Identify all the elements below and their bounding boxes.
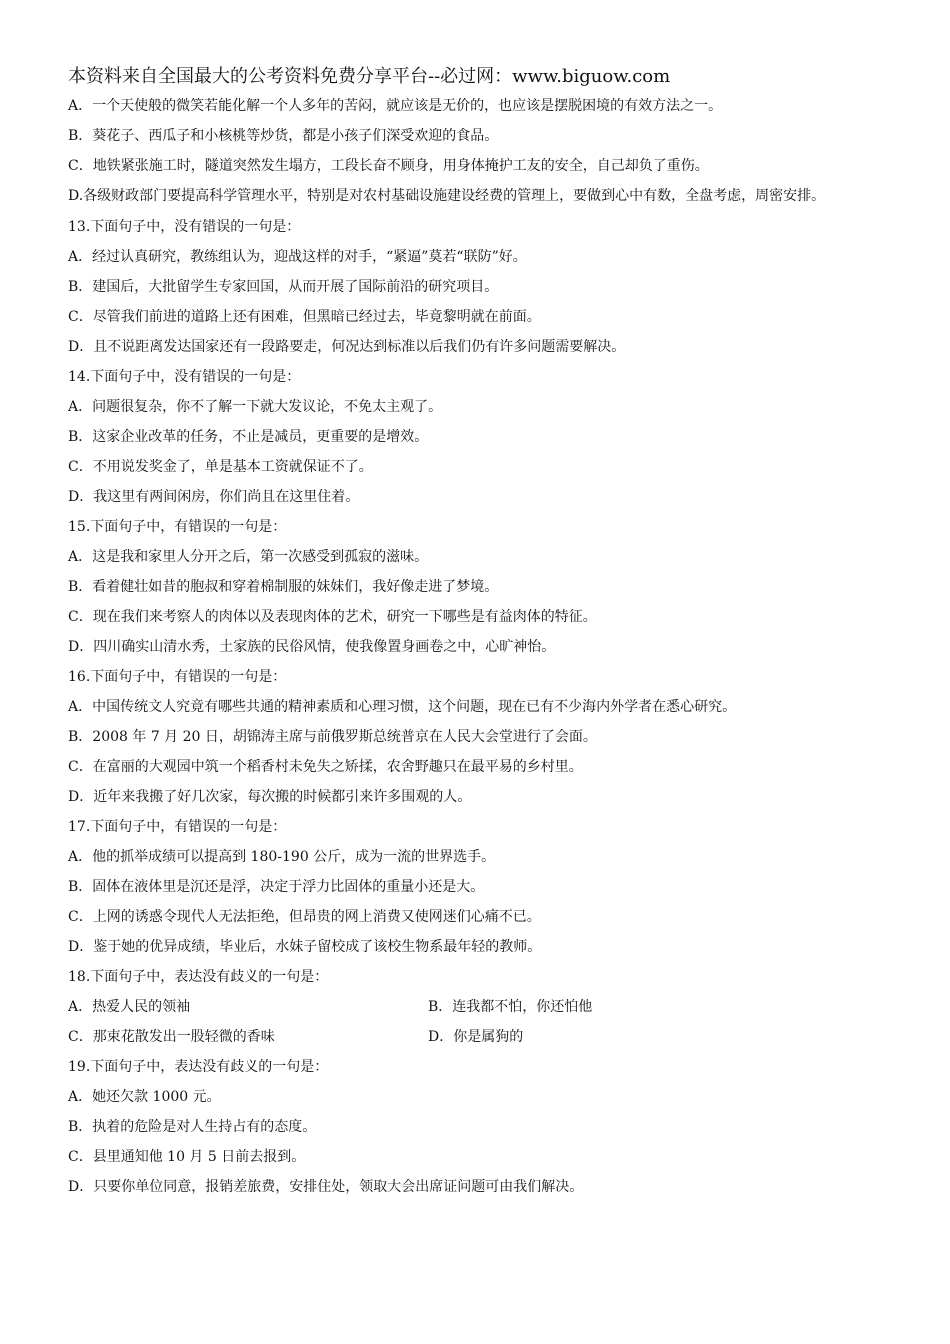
q14-option-d: D．我这里有两间闲房，你们尚且在这里住着。 [68,489,360,505]
question-15 [68,517,886,657]
q19-option-a: A．她还欠款 1000 元。 [68,1089,221,1105]
q18-option-c: C．那束花散发出一股轻微的香味 [68,1029,275,1045]
q13-title: 13.下面句子中，没有错误的一句是： [68,219,301,235]
q16-title: 16.下面句子中，有错误的一句是： [68,669,287,685]
q19-title: 19.下面句子中，表达没有歧义的一句是： [68,1059,329,1075]
q14-option-a: A．问题很复杂，你不了解一下就大发议论，不免太主观了。 [68,399,443,415]
q14-option-b: B．这家企业改革的任务，不止是减员，更重要的是增效。 [68,429,429,445]
q18-option-a: A．热爱人民的领袖 [68,999,191,1015]
q18-option-b: B．连我都不怕，你还怕他 [428,999,593,1015]
q16-option-a: A．中国传统文人究竟有哪些共通的精神素质和心理习惯，这个问题，现在已有不少海内外学者在悉心研究。 [68,699,737,715]
question-17 [68,817,886,957]
document-page [68,64,886,1207]
q12-option-d: D.各级财政部门要提高科学管理水平，特别是对农村基础设施建设经费的管理上，要做到心中有数，全盘考虑，周密安排。 [68,188,826,204]
q13-option-b: B．建国后，大批留学生专家回国，从而开展了国际前沿的研究项目。 [68,279,499,295]
q19-option-b: B．执着的危险是对人生持占有的态度。 [68,1119,317,1135]
q15-option-a: A．这是我和家里人分开之后，第一次感受到孤寂的滋味。 [68,549,429,565]
q17-option-c: C．上网的诱惑令现代人无法拒绝，但昂贵的网上消费又使网迷们心痛不已。 [68,909,541,925]
q18-options-row-1 [68,997,886,1017]
q14-option-c: C．不用说发奖金了，单是基本工资就保证不了。 [68,459,373,475]
q19-option-d: D．只要你单位同意，报销差旅费，安排住处，领取大会出席证问题可由我们解决。 [68,1179,584,1195]
source-header: 本资料来自全国最大的公考资料免费分享平台--必过网：www.biguow.com [68,66,671,87]
q16-option-d: D．近年来我搬了好几次家，每次搬的时候都引来许多围观的人。 [68,789,472,805]
q18-option-d: D．你是属狗的 [428,1029,524,1045]
q12-option-b: B．葵花子、西瓜子和小核桃等炒货，都是小孩子们深受欢迎的食品。 [68,128,499,144]
question-12-options [68,96,886,207]
q12-option-a: A．一个天使般的微笑若能化解一个人多年的苦闷，就应该是无价的，也应该是摆脱困境的有效方法之一。 [68,98,723,114]
q19-option-c: C．县里通知他 10 月 5 日前去报到。 [68,1149,306,1165]
q15-option-d: D．四川确实山清水秀，土家族的民俗风情，使我像置身画卷之中，心旷神怡。 [68,639,556,655]
q13-option-a: A．经过认真研究，教练组认为，迎战这样的对手，“紧逼”莫若“联防”好。 [68,249,527,265]
q17-option-b: B．固体在液体里是沉还是浮，决定于浮力比固体的重量小还是大。 [68,879,485,895]
question-19 [68,1057,886,1197]
question-14 [68,367,886,507]
q13-option-d: D．且不说距离发达国家还有一段路要走，何况达到标准以后我们仍有许多问题需要解决。 [68,339,626,355]
q13-option-c: C．尽管我们前进的道路上还有困难，但黑暗已经过去，毕竟黎明就在前面。 [68,309,541,325]
q16-option-c: C．在富丽的大观园中筑一个稻香村未免失之矫揉，农舍野趣只在最平易的乡村里。 [68,759,583,775]
question-18 [68,967,886,1047]
q12-option-c: C．地铁紧张施工时，隧道突然发生塌方，工段长奋不顾身，用身体掩护工友的安全，自己却负了重伤。 [68,158,709,174]
q15-option-b: B．看着健壮如昔的胞叔和穿着棉制服的妹妹们，我好像走进了梦境。 [68,579,499,595]
q18-options-row-2 [68,1027,886,1047]
q14-title: 14.下面句子中，没有错误的一句是： [68,369,301,385]
q17-title: 17.下面句子中，有错误的一句是： [68,819,287,835]
question-13 [68,217,886,357]
q15-option-c: C．现在我们来考察人的肉体以及表现肉体的艺术，研究一下哪些是有益肉体的特征。 [68,609,597,625]
q17-option-d: D．鉴于她的优异成绩，毕业后，水妹子留校成了该校生物系最年轻的教师。 [68,939,542,955]
question-16 [68,667,886,807]
q17-option-a: A．他的抓举成绩可以提高到 180-190 公斤，成为一流的世界选手。 [68,849,496,865]
q15-title: 15.下面句子中，有错误的一句是： [68,519,287,535]
q18-title: 18.下面句子中，表达没有歧义的一句是： [68,969,329,985]
q16-option-b: B．2008 年 7 月 20 日，胡锦涛主席与前俄罗斯总统普京在人民大会堂进行了会面。 [68,729,597,745]
